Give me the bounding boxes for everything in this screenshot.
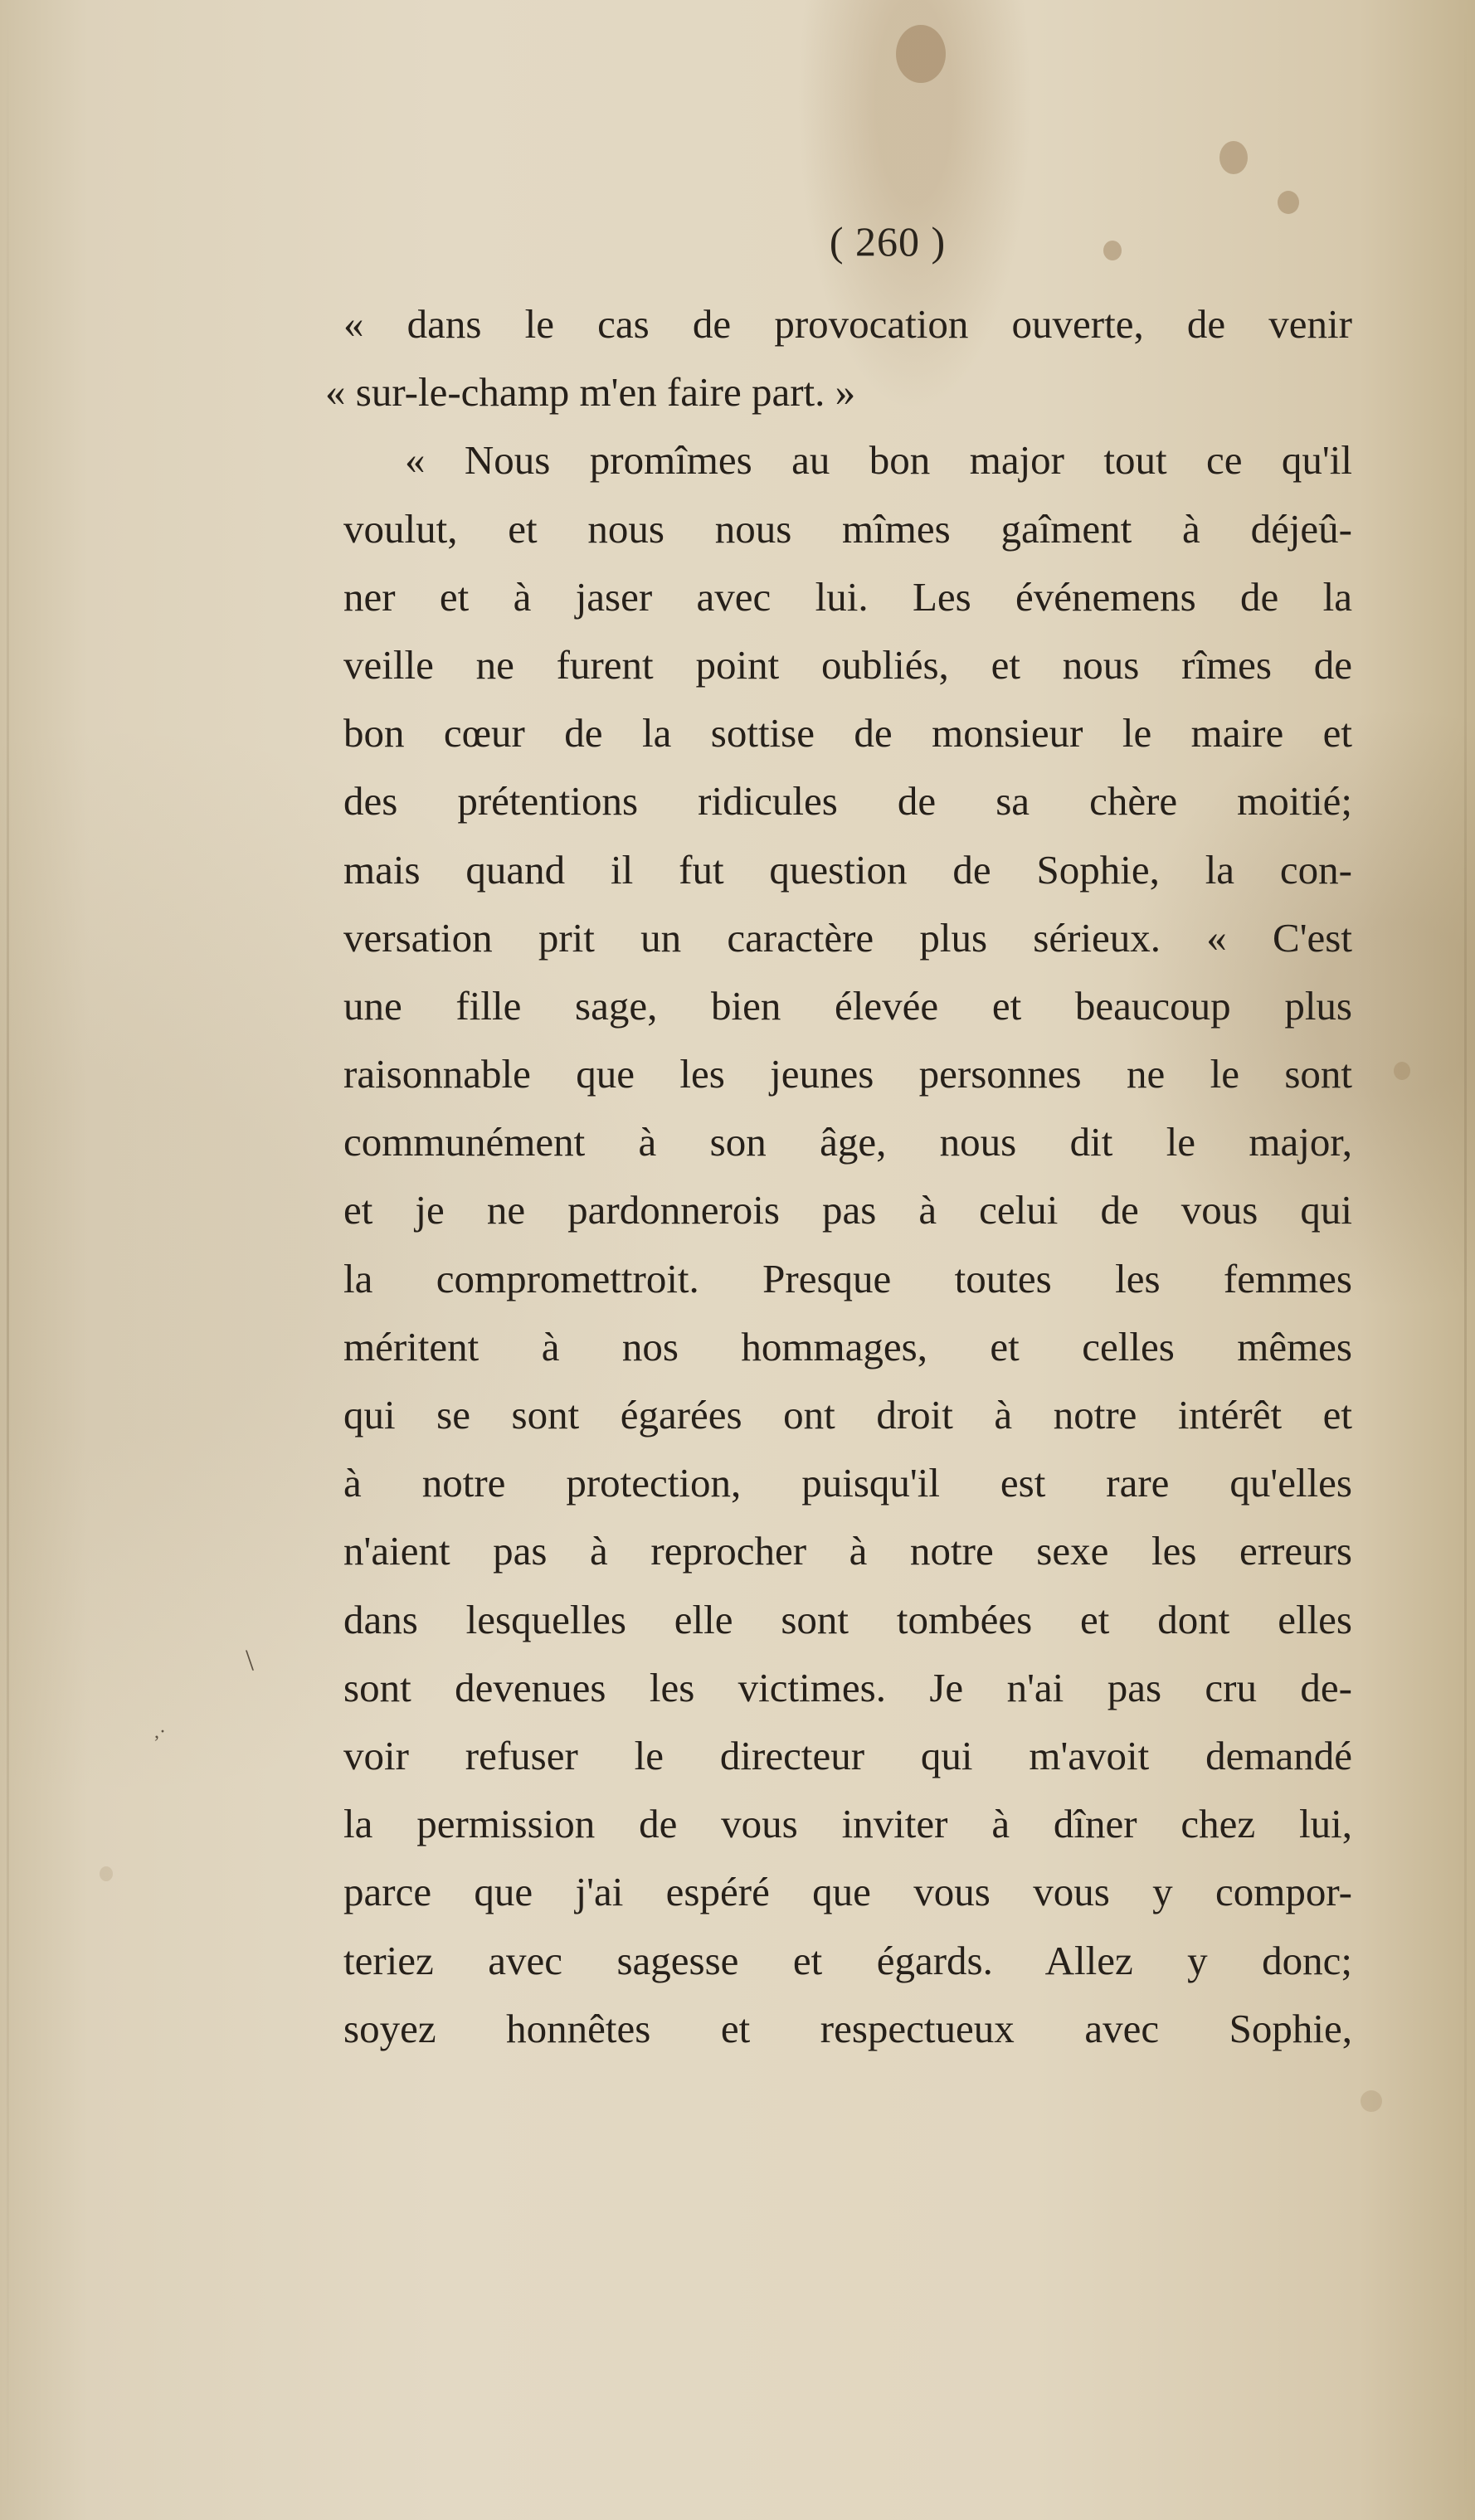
text-line: voir refuser le directeur qui m'avoit demandé: [343, 1732, 1352, 1778]
text-line: « dans le cas de provocation ouverte, de venir: [343, 301, 1352, 347]
text-line: soyez honnêtes et respectueux avec Sophie,: [343, 2005, 1352, 2051]
foxing-spot: [896, 25, 946, 83]
foxing-spot: [1278, 191, 1299, 214]
stray-mark: \: [246, 1643, 255, 1676]
text-line: communément à son âge, nous dit le major,: [343, 1119, 1352, 1165]
text-line: mais quand il fut question de Sophie, la con-: [343, 846, 1352, 893]
text-line: n'aient pas à reprocher à notre sexe les erreurs: [343, 1528, 1352, 1574]
page-edge-crease-right: [1464, 0, 1467, 2520]
foxing-spot: [1394, 1062, 1410, 1080]
body-text: [325, 290, 1352, 2063]
text-line: veille ne furent point oubliés, et nous rîmes de: [343, 641, 1352, 688]
text-line: « sur-le-champ m'en faire part. »: [325, 369, 856, 416]
text-line: versation prit un caractère plus sérieux. « C'est: [343, 914, 1352, 961]
text-line: et je ne pardonnerois pas à celui de vous qui: [343, 1187, 1352, 1233]
text-line: ner et à jaser avec lui. Les événemens de la: [343, 573, 1352, 620]
text-line: voulut, et nous nous mîmes gaîment à déjeû-: [343, 505, 1352, 552]
page-number-header: ( 260 ): [829, 218, 947, 265]
text-line: méritent à nos hommages, et celles mêmes: [343, 1323, 1352, 1369]
stray-mark: ,·: [154, 1721, 166, 1743]
text-line: la compromettroit. Presque toutes les femmes: [343, 1255, 1352, 1301]
page-edge-crease: [7, 0, 9, 2520]
text-line: la permission de vous inviter à dîner chez lui,: [343, 1801, 1352, 1847]
text-line: sont devenues les victimes. Je n'ai pas cru de-: [343, 1664, 1352, 1710]
text-line: « Nous promîmes au bon major tout ce qu'il: [405, 437, 1352, 484]
text-line: teriez avec sagesse et égards. Allez y donc;: [343, 1937, 1352, 1983]
text-line: une fille sage, bien élevée et beaucoup plus: [343, 982, 1352, 1029]
text-line: qui se sont égarées ont droit à notre intérêt et: [343, 1392, 1352, 1438]
text-line: dans lesquelles elle sont tombées et dont elles: [343, 1596, 1352, 1642]
text-line: parce que j'ai espéré que vous vous y compor-: [343, 1869, 1352, 1915]
foxing-spot: [1219, 141, 1248, 174]
foxing-spot: [100, 1866, 113, 1881]
text-line: raisonnable que les jeunes personnes ne le sont: [343, 1051, 1352, 1097]
text-line: à notre protection, puisqu'il est rare qu'elles: [343, 1460, 1352, 1506]
foxing-spot: [1361, 2090, 1382, 2112]
text-line: des prétentions ridicules de sa chère moitié;: [343, 778, 1352, 825]
text-line: bon cœur de la sottise de monsieur le maire et: [343, 710, 1352, 756]
